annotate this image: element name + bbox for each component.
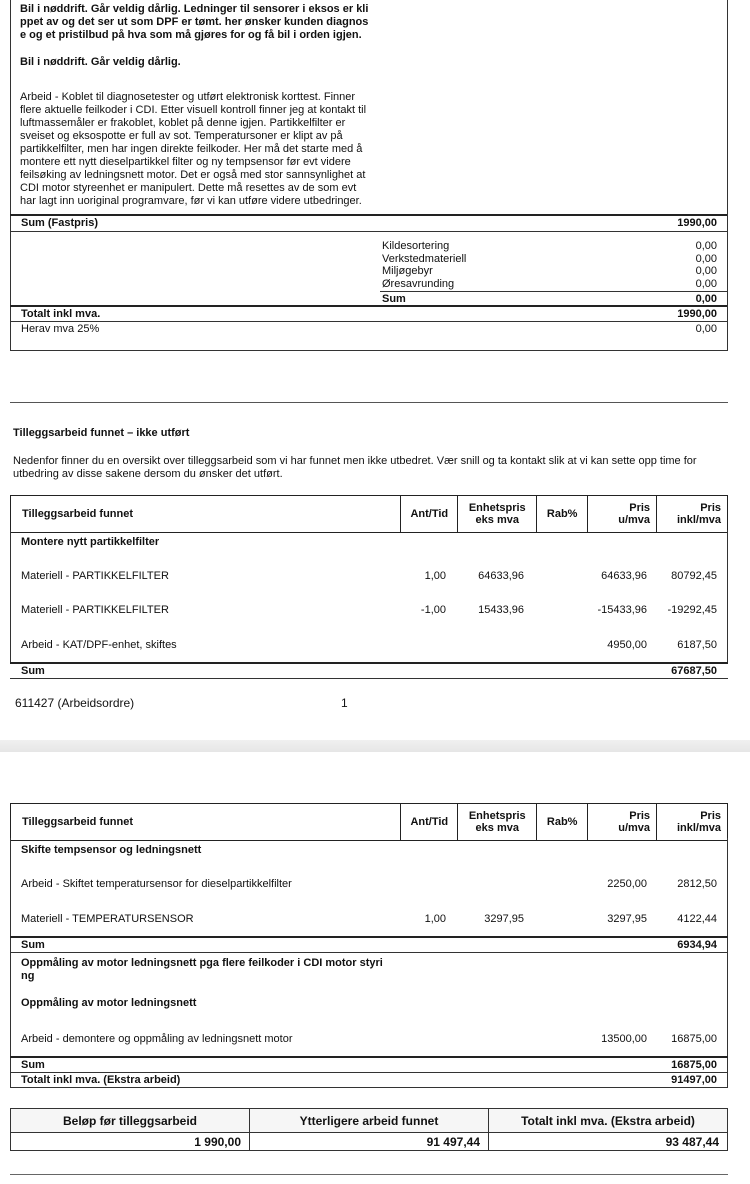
col-price-ex: [588, 496, 657, 533]
col-price-ex-line: Pris: [629, 502, 651, 514]
page-break: [0, 740, 750, 752]
fee-value: 0,00: [695, 240, 717, 252]
vat-label: Herav mva 25%: [21, 323, 100, 335]
fixed-price-sum-label: Sum (Fastpris): [21, 217, 99, 229]
col-discount: Rab%: [537, 804, 588, 841]
group-title: Skifte tempsensor og ledningsnett: [21, 844, 202, 856]
col-price-ex-line: u/mva: [618, 514, 651, 526]
fees-list: [382, 240, 717, 291]
item-price-inc: -19292,45: [667, 604, 717, 616]
divider: [10, 321, 727, 322]
table-border: [727, 530, 728, 663]
group-subtitle: Oppmåling av motor ledningsnett: [21, 997, 197, 1009]
fee-row: [382, 278, 717, 291]
group-title-line: Oppmåling av motor ledningsnett pga flere feilkoder i CDI motor styri: [21, 957, 383, 969]
report-line: flere aktuelle feilkoder i CDI. Etter visuell kontroll finner jeg at kontakt til: [20, 104, 367, 116]
col-unit-price-line: Enhetspris: [468, 810, 526, 822]
fee-value: 0,00: [695, 252, 717, 265]
summary-value-before: 1 990,00: [11, 1133, 250, 1151]
fee-value: 0,00: [695, 278, 717, 291]
col-unit-price-line: eks mva: [475, 514, 519, 526]
report-line: feilsøking av ledningsnett motor. Det er også med stor sannsynlighet at: [20, 169, 366, 181]
page-number: 1: [341, 696, 348, 710]
divider: [10, 662, 728, 664]
job-description: [20, 3, 380, 42]
desc-line: e og et pristilbud på hva som må gjøres for og få bil i orden igjen.: [20, 29, 362, 41]
col-price-inc-line: Pris: [700, 810, 721, 822]
table-border: [727, 838, 728, 1087]
divider: [10, 214, 727, 216]
fee-row: [382, 253, 717, 266]
divider: [10, 1072, 728, 1073]
divider: [10, 305, 727, 307]
group-sum-value: 16875,00: [671, 1059, 717, 1071]
item-price-ex: 64633,96: [601, 570, 647, 582]
section-rule: [10, 402, 728, 403]
col-desc: Tilleggsarbeid funnet: [11, 496, 401, 533]
fees-sum-label: Sum: [382, 293, 406, 305]
col-price-inc: [657, 496, 728, 533]
col-price-inc-line: Pris: [700, 502, 721, 514]
intro-line: Nedenfor finner du en oversikt over tilleggsarbeid som vi har funnet men ikke utbedret. Vær snill og ta kontakt slik at vi kan sette opp time for: [13, 455, 697, 467]
fee-label: Verkstedmateriell: [382, 252, 467, 265]
col-unit-price: [458, 496, 537, 533]
extra-work-table-header: [10, 495, 728, 533]
summary-value-total: 93 487,44: [489, 1133, 728, 1151]
item-price-inc: 2812,50: [677, 878, 717, 890]
item-price-inc: 6187,50: [677, 639, 717, 651]
summary-header-total: Totalt inkl mva. (Ekstra arbeid): [489, 1109, 728, 1133]
work-report: [20, 91, 380, 208]
total-value: 1990,00: [677, 308, 717, 320]
item-price-ex: 13500,00: [601, 1033, 647, 1045]
summary-header-additional: Ytterligere arbeid funnet: [250, 1109, 489, 1133]
item-desc: Materiell - PARTIKKELFILTER: [21, 570, 169, 582]
col-price-ex-line: u/mva: [618, 822, 651, 834]
item-price-ex: 2250,00: [607, 878, 647, 890]
fees-sum-value: 0,00: [695, 293, 717, 305]
report-line: luftmassemåler er frakoblet, koblet på denne igjen. Partikkelfilter er: [20, 117, 346, 129]
group-sum-value: 6934,94: [677, 939, 717, 951]
extra-work-intro: [13, 455, 733, 481]
divider: [10, 1087, 728, 1088]
divider: [10, 952, 728, 953]
divider: [10, 1056, 728, 1058]
item-price-ex: 4950,00: [607, 639, 647, 651]
group-title: Montere nytt partikkelfilter: [21, 536, 160, 548]
group-sum-label: Sum: [21, 1059, 45, 1071]
item-price-ex: 3297,95: [607, 913, 647, 925]
col-discount: Rab%: [537, 496, 588, 533]
extra-work-table-header-2: [10, 803, 728, 841]
vat-value: 0,00: [695, 323, 717, 335]
report-line: sveiset og eksospotte er full av sot. Temperatursoner er klipt av på: [20, 130, 343, 142]
col-unit-price-line: Enhetspris: [468, 502, 526, 514]
fee-row: [382, 265, 717, 278]
table-border: [10, 530, 11, 663]
col-qty: Ant/Tid: [401, 804, 458, 841]
desc-line: ppet av og det ser ut som DPF er tømt. her ønsker kunden diagnos: [20, 16, 369, 28]
report-line: har lagt inn uoriginal programvare, før vi kan utføre videre utbedringer.: [20, 195, 362, 207]
col-price-inc-line: inkl/mva: [676, 514, 721, 526]
fixed-price-sum-value: 1990,00: [677, 217, 717, 229]
fee-label: Kildesortering: [382, 240, 450, 252]
report-line: CDI motor styreenhet er manipulert. Dette må resettes av de som evt: [20, 182, 357, 194]
bottom-rule: [10, 1174, 728, 1175]
group-title: [21, 957, 391, 983]
group-title-line: ng: [21, 970, 35, 982]
item-unit-price: 15433,96: [478, 604, 524, 616]
divider: [10, 231, 727, 232]
extra-work-title: Tilleggsarbeid funnet – ikke utført: [13, 427, 190, 439]
item-desc: Arbeid - KAT/DPF-enhet, skiftes: [21, 639, 177, 651]
item-desc: Arbeid - Skiftet temperatursensor for dieselpartikkelfilter: [21, 878, 292, 890]
item-desc: Materiell - PARTIKKELFILTER: [21, 604, 169, 616]
report-line: Arbeid - Koblet til diagnosetester og utført elektronisk korttest. Finner: [20, 91, 356, 103]
col-unit-price-line: eks mva: [475, 822, 519, 834]
fee-label: Øresavrunding: [382, 278, 455, 291]
item-price-inc: 16875,00: [671, 1033, 717, 1045]
item-price-inc: 80792,45: [671, 570, 717, 582]
summary-table: [10, 1108, 728, 1151]
divider: [380, 291, 727, 292]
col-desc: Tilleggsarbeid funnet: [11, 804, 401, 841]
group-sum-label: Sum: [21, 665, 45, 677]
item-price-ex: -15433,96: [597, 604, 647, 616]
divider: [10, 936, 728, 938]
col-price-inc-line: inkl/mva: [676, 822, 721, 834]
col-unit-price: [458, 804, 537, 841]
item-qty: -1,00: [420, 604, 446, 616]
item-price-inc: 4122,44: [677, 913, 717, 925]
item-unit-price: 64633,96: [478, 570, 524, 582]
item-desc: Arbeid - demontere og oppmåling av ledningsnett motor: [21, 1033, 293, 1045]
item-qty: 1,00: [424, 913, 446, 925]
fee-value: 0,00: [695, 265, 717, 278]
table-border: [10, 838, 11, 1087]
desc-line: Bil i nøddrift. Går veldig dårlig. Ledninger til sensorer i eksos er kli: [20, 3, 369, 15]
report-line: partikkelfilter, men har ingen direkte feilkoder. Her må det starte med å: [20, 143, 363, 155]
col-price-inc: [657, 804, 728, 841]
summary-header-before: Beløp før tilleggsarbeid: [11, 1109, 250, 1133]
col-price-ex: [588, 804, 657, 841]
item-unit-price: 3297,95: [484, 913, 524, 925]
divider: [10, 678, 728, 679]
fee-row: [382, 240, 717, 253]
total-label: Totalt inkl mva.: [21, 308, 101, 320]
group-sum-label: Sum: [21, 939, 45, 951]
extra-total-value: 91497,00: [671, 1074, 717, 1086]
col-price-ex-line: Pris: [629, 810, 651, 822]
summary-value-additional: 91 497,44: [250, 1133, 489, 1151]
col-qty: Ant/Tid: [401, 496, 458, 533]
extra-total-label: Totalt inkl mva. (Ekstra arbeid): [21, 1074, 181, 1086]
report-line: montere ett nytt dieselpartikkel filter og ny tempsensor før evt videre: [20, 156, 351, 168]
job-summary: Bil i nøddrift. Går veldig dårlig.: [20, 56, 181, 68]
work-order-number: 611427 (Arbeidsordre): [15, 696, 135, 710]
intro-line: utbedring av disse sakene dersom du ønsker det utført.: [13, 468, 283, 480]
item-qty: 1,00: [424, 570, 446, 582]
item-desc: Materiell - TEMPERATURSENSOR: [21, 913, 194, 925]
group-sum-value: 67687,50: [671, 665, 717, 677]
fee-label: Miljøgebyr: [382, 265, 433, 278]
